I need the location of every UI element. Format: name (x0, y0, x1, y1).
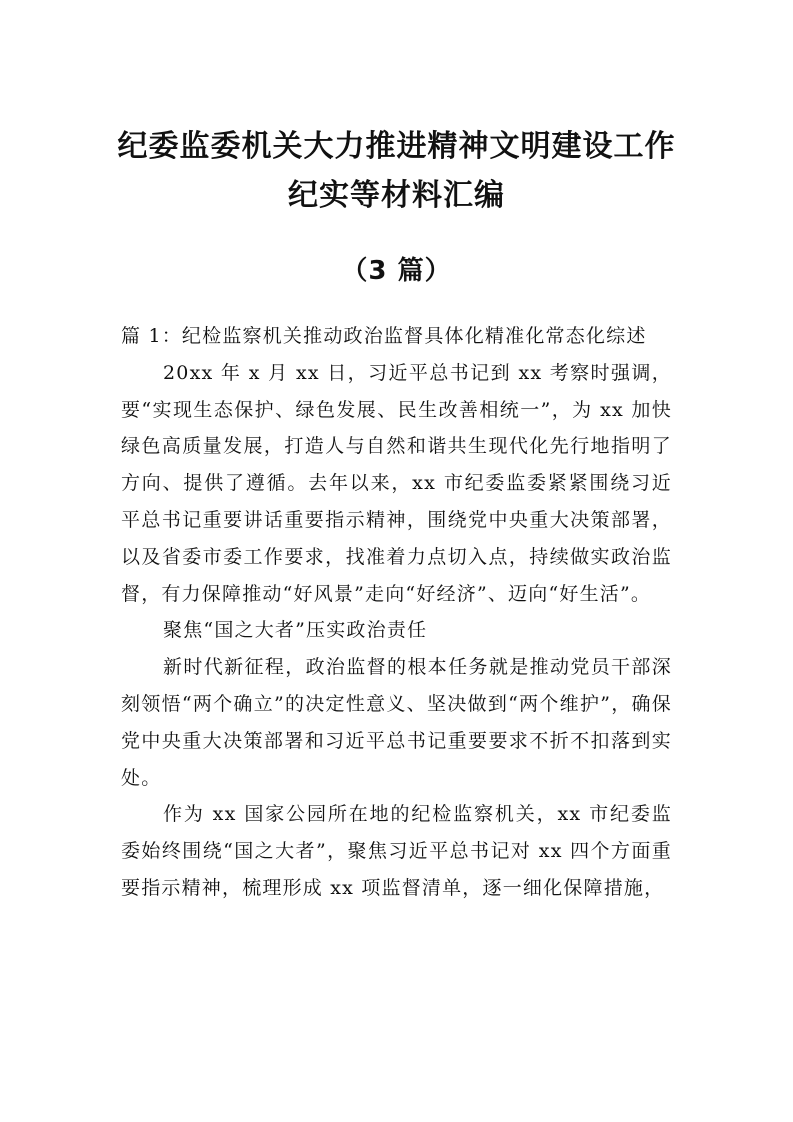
document-body (121, 318, 672, 907)
paragraph-intro: 20xx 年 x 月 xx 日，习近平总书记到 xx 考察时强调，要“实现生态保护、绿色发展、民生改善相统一”，为 xx 加快绿色高质量发展，打造人与自然和谐共生现代化先行地指明了方向、提供了遵循。去年以来，xx 市纪委监委紧紧围绕习近平总书记重要讲话重要指示精神，围绕党中央重大决策部署，以及省委市委工作要求，找准着力点切入点，持续做实政治监督，有力保障推动“好风景”走向“好经济”、迈向“好生活”。 (121, 361, 672, 605)
document-count-label: （3 篇） (341, 256, 452, 286)
article-heading: 篇 1：纪检监察机关推动政治监督具体化精准化常态化综述 (121, 325, 647, 347)
document-title-line1: 纪委监委机关大力推进精神文明建设工作 (117, 129, 676, 164)
paragraph-national-park: 作为 xx 国家公园所在地的纪检监察机关，xx 市纪委监委始终围绕“国之大者”，聚焦习近平总书记对 xx 四个方面重要指示精神，梳理形成 xx 项监督清单，逐一细化保障措施， (121, 803, 672, 899)
document-title-line2: 纪实等材料汇编 (288, 178, 505, 213)
paragraph-new-era: 新时代新征程，政治监督的根本任务就是推动党员干部深刻领悟“两个确立”的决定性意义、坚决做到“两个维护”，确保党中央重大决策部署和习近平总书记重要要求不折不扣落到实处。 (121, 656, 672, 789)
section-subheading: 聚焦“国之大者”压实政治责任 (163, 619, 428, 642)
